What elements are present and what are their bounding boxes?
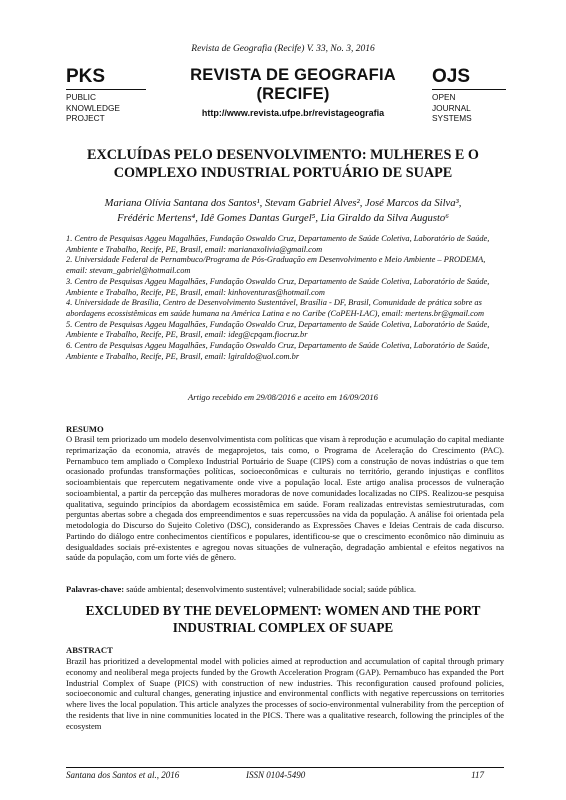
affiliation: 2. Universidade Federal de Pernambuco/Programa de Pós-Graduação em Desenvolvimento e Meio Ambiente – PRODEMA, email: stevam_gabriel@hotmail.com <box>66 255 486 276</box>
affiliation: 6. Centro de Pesquisas Aggeu Magalhães, Fundação Oswaldo Cruz, Departamento de Saúde Coletiva, Laboratório de Saúde, Ambiente e Trabalho, Recife, PE, Brasil, email: lgiraldo@uol.com.br <box>66 341 490 361</box>
ojs-line: SYSTEMS <box>432 113 472 124</box>
received-date: Artigo recebido em 29/08/2016 e aceito em 16/09/2016 <box>188 392 378 402</box>
article-title-pt <box>40 146 526 182</box>
resumo-text: O Brasil tem priorizado um modelo desenvolvimentista com políticas que visam à reprodução e acumulação do capital mediante reprimarização da economia, através de megaprojetos, tais como, o Programa de Aceleração do Crescimento (PAC). Pernambuco tem ampliado o Complexo Industrial Portuário de Suape (CIPS) com a construção de novas indústrias o que tem ocasionado profundas transformações políticas, socioeconômicas e culturais no território, gerando injustiças e conflitos socioambientais que repercutem negativamente onde vive a população local. Este artigo analisa processos de vulneração socioambiental, a partir da percepção das mulheres moradoras de nove comunidades localizadas no CIPS. Realizou-se pesquisa qualitativa, seguindo princípios da abordagem ecossistêmica em saúde. Foram realizadas entrevistas semiestruturadas, com perguntas abertas sobre a chegada dos empreendimentos e suas repercussões na vida da população. A análise foi orientada pela metodologia do Discurso do Sujeito Coletivo (DSC), considerando as Expressões Chaves e Ideias Centrais de cada discurso. Partindo do diálogo entre conhecimentos científicos e populares, identificou-se que o crescimento econômico não diminuiu as desigualdades sociais pré-existentes e agregou novas situações de vulneração, degradação ambiental e efeitos negativos na saúde da população, com um forte viés de gênero. <box>66 434 504 563</box>
page-number: 117 <box>471 770 484 780</box>
pks-logo-text: PKS <box>66 66 146 90</box>
pks-line: PROJECT <box>66 113 105 124</box>
authors-line: Mariana Olívia Santana dos Santos¹, Stevam Gabriel Alves², José Marcos da Silva³, <box>104 198 462 209</box>
article-title-en <box>40 602 526 636</box>
journal-name-line2: (RECIFE) <box>256 85 330 103</box>
pks-line: PUBLIC <box>66 92 96 102</box>
abstract-text: Brazil has prioritized a developmental model with policies aimed at reproduction and accumulation of capital through primary economy and neoliberal mega projects funded by the Growth Acceleration Program (GAP). Pernambuco has expanded the Port Industrial Complex of Suape (PICS) with construction of new industries. This reconfiguration caused profound policies, socioeconomic and cultural changes, generating injustice and environmental conflicts with negative repercussions on territories where lives the local population. This article analyzes the processes of socio-environmental vulnerability from the perception of the residents that live in nine communities located in the PICS. There was a qualitative research, following the principles of the ecosystem <box>66 656 504 731</box>
footer-issn: ISSN 0104-5490 <box>246 770 306 780</box>
resumo-heading: RESUMO <box>66 424 104 434</box>
affiliation: 1. Centro de Pesquisas Aggeu Magalhães, Fundação Oswaldo Cruz, Departamento de Saúde Coletiva, Laboratório de Saúde, Ambiente e Trabalho, Recife, PE, Brasil, email: marianaxolivia@gmail.com <box>66 234 490 254</box>
ojs-logo-text: OJS <box>432 66 506 90</box>
ojs-logo <box>432 66 506 124</box>
abstract-heading: ABSTRACT <box>66 645 113 655</box>
journal-url: http://www.revista.ufpe.br/revistageografia <box>201 108 385 118</box>
affiliation: 5. Centro de Pesquisas Aggeu Magalhães, Fundação Oswaldo Cruz, Departamento de Saúde Coletiva, Laboratório de Saúde, Ambiente e Trabalho, Recife, PE, Brasil, email: ideg@cpqam.fiocruz.br <box>66 319 490 340</box>
ojs-logo-subtitle <box>432 92 506 124</box>
title-pt-line: COMPLEXO INDUSTRIAL PORTUÁRIO DE SUAPE <box>113 165 453 181</box>
keywords-label: Palavras-chave: <box>66 584 125 594</box>
keywords <box>66 584 504 594</box>
journal-header: Revista de Geografia (Recife) V. 33, No. 3, 2016 <box>191 44 375 54</box>
authors-line: Frédéric Mertens⁴, Idê Gomes Dantas Gurgel⁵, Lia Giraldo da Silva Augusto⁶ <box>117 213 449 224</box>
ojs-line: OPEN <box>432 92 456 102</box>
footer-divider <box>66 767 504 768</box>
journal-name-line1: REVISTA DE GEOGRAFIA <box>190 66 396 84</box>
masthead <box>66 66 506 128</box>
title-pt-line: EXCLUÍDAS PELO DESENVOLVIMENTO: MULHERES E O <box>87 147 479 163</box>
pks-line: KNOWLEDGE <box>66 102 120 113</box>
footer-citation: Santana dos Santos et al., 2016 <box>66 770 180 780</box>
author-list <box>40 196 526 226</box>
affiliations <box>66 234 504 362</box>
keywords-text: saúde ambiental; desenvolvimento sustentável; vulnerabilidade social; saúde pública. <box>126 584 417 594</box>
pks-logo-subtitle <box>66 92 146 124</box>
title-en-line: INDUSTRIAL COMPLEX OF SUAPE <box>172 620 394 635</box>
ojs-line: JOURNAL <box>432 102 471 113</box>
affiliation: 4. Universidade de Brasília, Centro de Desenvolvimento Sustentável, Brasília - DF, Brasil, Comunidade de prática sobre as abordagens ecossistêmicas em saúde humana na América Latina e no Caribe (CoPEH-LAC), email: mertens.br@gmail.com <box>66 298 485 318</box>
title-en-line: EXCLUDED BY THE DEVELOPMENT: WOMEN AND THE PORT <box>85 603 481 618</box>
pks-logo <box>66 66 146 124</box>
journal-masthead-title <box>162 66 424 118</box>
affiliation: 3. Centro de Pesquisas Aggeu Magalhães, Fundação Oswaldo Cruz, Departamento de Saúde Coletiva, Laboratório de Saúde, Ambiente e Trabalho, Recife, PE, Brasil, email: kinhoventuras@hotmail.com <box>66 276 490 297</box>
